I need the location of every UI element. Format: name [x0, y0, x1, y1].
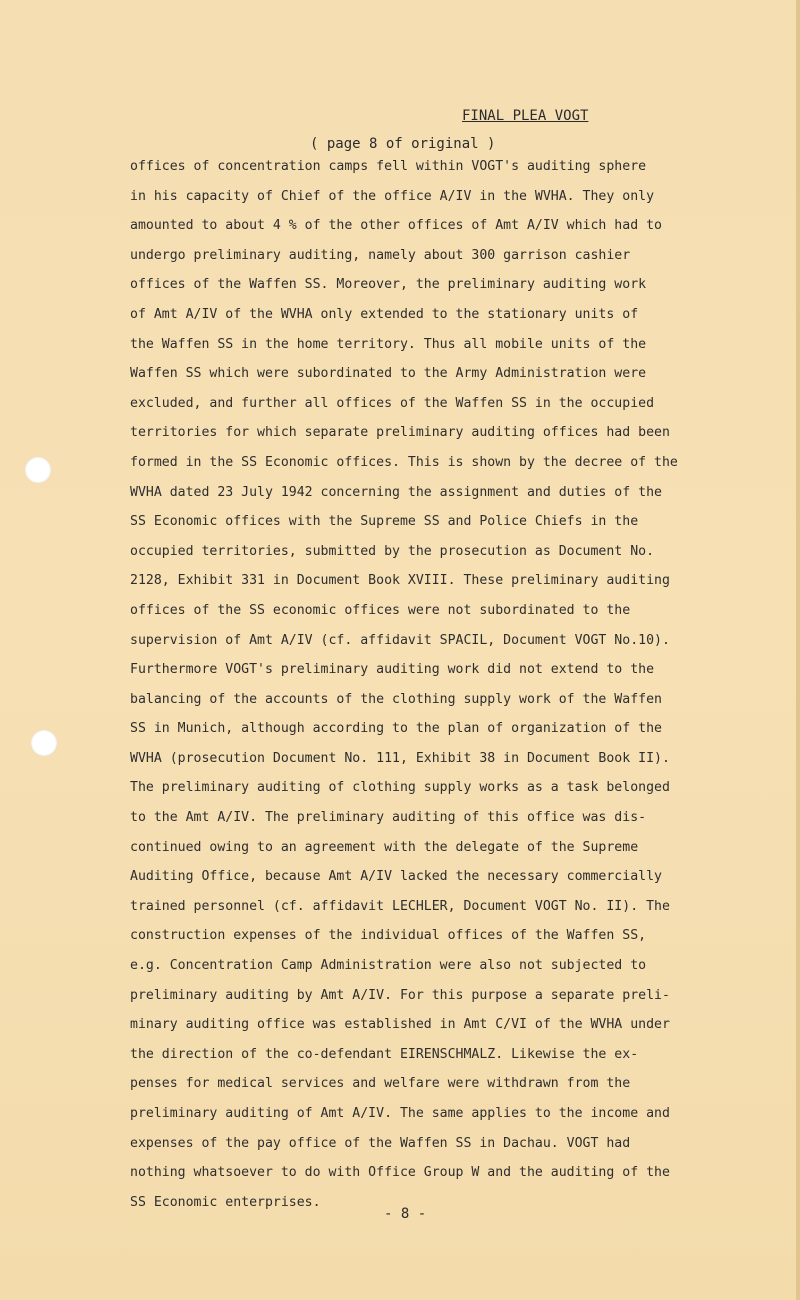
text-line: Auditing Office, because Amt A/IV lacked the necessary commercially [130, 869, 662, 885]
body-text [130, 152, 720, 1217]
text-line: the direction of the co-defendant EIRENSCHMALZ. Likewise the ex- [130, 1046, 639, 1062]
text-line: SS Economic offices with the Supreme SS and Police Chiefs in the [130, 514, 639, 530]
text-line: nothing whatsoever to do with Office Group W and the auditing of the [130, 1165, 670, 1181]
text-line: construction expenses of the individual offices of the Waffen SS, [130, 928, 647, 944]
text-line: penses for medical services and welfare were withdrawn from the [130, 1076, 631, 1092]
text-line: territories for which separate preliminary auditing offices had been [130, 425, 670, 441]
text-line: SS in Munich, although according to the plan of organization of the [130, 721, 662, 737]
document-title: FINAL PLEA VOGT [462, 108, 589, 124]
text-line: offices of the Waffen SS. Moreover, the preliminary auditing work [130, 277, 647, 293]
text-line: offices of concentration camps fell within VOGT's auditing sphere [130, 159, 647, 174]
text-line: The preliminary auditing of clothing supply works as a task belonged [130, 780, 670, 796]
text-line: expenses of the pay office of the Waffen SS in Dachau. VOGT had [130, 1135, 631, 1151]
text-line: excluded, and further all offices of the Waffen SS in the occupied [130, 395, 655, 411]
text-line: Furthermore VOGT's preliminary auditing work did not extend to the [130, 662, 655, 678]
page-edge [796, 0, 800, 1300]
text-line: WVHA (prosecution Document No. 111, Exhibit 38 in Document Book II). [130, 750, 670, 766]
text-line: undergo preliminary auditing, namely about 300 garrison cashier [130, 247, 631, 263]
page-number: - 8 - [384, 1206, 427, 1222]
text-line: of Amt A/IV of the WVHA only extended to the stationary units of [130, 306, 639, 322]
text-line: trained personnel (cf. affidavit LECHLER, Document VOGT No. II). The [130, 898, 670, 914]
text-line: in his capacity of Chief of the office A/IV in the WVHA. They only [130, 188, 655, 204]
text-line: formed in the SS Economic offices. This is shown by the decree of the [130, 454, 678, 470]
text-line: Waffen SS which were subordinated to the Army Administration were [130, 366, 647, 382]
text-line: preliminary auditing of Amt A/IV. The same applies to the income and [130, 1106, 670, 1121]
text-line: supervision of Amt A/IV (cf. affidavit SPACIL, Document VOGT No.10). [130, 632, 670, 648]
text-line: preliminary auditing by Amt A/IV. For this purpose a separate preli- [130, 987, 670, 1003]
text-line: offices of the SS economic offices were not subordinated to the [130, 602, 631, 618]
text-line: continued owing to an agreement with the delegate of the Supreme [130, 839, 639, 855]
text-line: the Waffen SS in the home territory. Thus all mobile units of the [130, 336, 647, 352]
text-line: 2128, Exhibit 331 in Document Book XVIII. These preliminary auditing [130, 573, 670, 589]
page-reference: ( page 8 of original ) [310, 136, 496, 152]
text-line: amounted to about 4 % of the other offices of Amt A/IV which had to [130, 218, 662, 234]
punch-hole-bottom [31, 730, 57, 756]
text-line: occupied territories, submitted by the prosecution as Document No. [130, 543, 655, 559]
text-line: e.g. Concentration Camp Administration were also not subjected to [130, 958, 647, 974]
punch-hole-top [25, 457, 51, 483]
text-line: minary auditing office was established in Amt C/VI of the WVHA under [130, 1017, 670, 1033]
text-line: balancing of the accounts of the clothing supply work of the Waffen [130, 691, 662, 707]
text-line: WVHA dated 23 July 1942 concerning the assignment and duties of the [130, 484, 662, 500]
text-line: SS Economic enterprises. [130, 1194, 321, 1210]
text-line: to the Amt A/IV. The preliminary auditing of this office was dis- [130, 810, 647, 826]
